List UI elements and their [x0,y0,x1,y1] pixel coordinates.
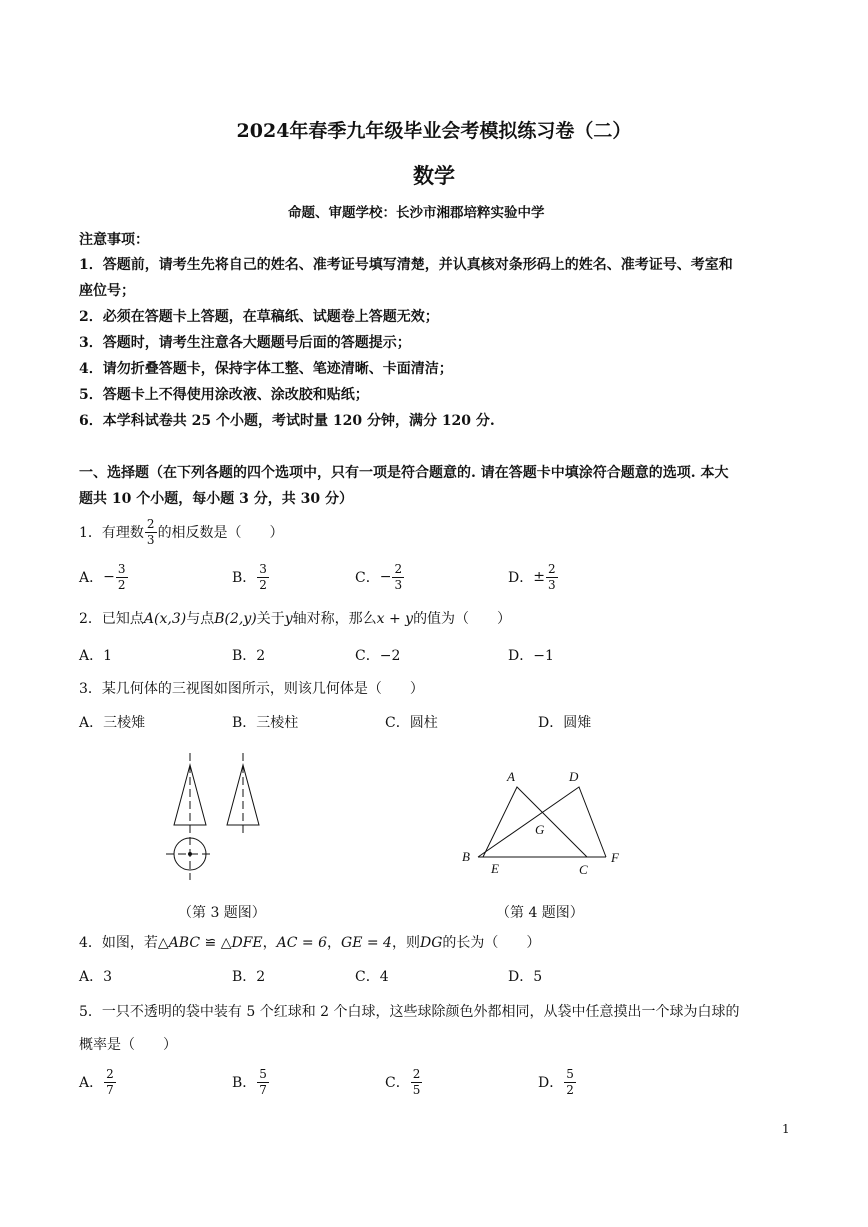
q4-equation-2: GE = 4 [341,935,392,951]
q4-option-a: A．3 [79,969,113,985]
notice-item: 2．必须在答题卡上答题，在草稿纸、试题卷上答题无效； [79,309,439,325]
denominator: 7 [259,1082,267,1097]
option-sign: − [379,569,392,585]
option-fraction [257,562,269,593]
question-5-line: 5．一只不透明的袋中装有 5 个红球和 2 个白球，这些球除颜色外都相同，从袋中任意摸出一个球为白球的 [79,1004,740,1020]
q5-option-d [538,1064,577,1100]
denominator: 2 [566,1082,574,1097]
page-number: 1 [782,1122,790,1136]
option-letter: B． [232,570,257,586]
notice-item: 6．本学科试卷共 25 个小题，考试时量 120 分钟，满分 120 分. [79,413,495,429]
option-sign: ± [533,569,545,585]
q1-option-b [232,559,270,595]
q2-option-a: A．1 [79,648,113,664]
q3-option-d: D．圆雉 [538,715,592,731]
q4-option-d: D．5 [508,969,543,985]
label-G: G [535,822,545,837]
section-heading-line: 题共 10 个小题，每小题 3 分，共 30 分） [79,491,353,507]
q2-option-d: D．−1 [508,648,554,664]
q2-option-b: B．2 [232,648,266,664]
denominator: 3 [547,577,556,592]
q4-triangle-1: ABC [168,935,201,951]
numerator: 3 [259,561,267,576]
section-heading-line: 一、选择题（在下列各题的四个选项中，只有一项是符合题意的. 请在答题卡中填涂符合题意的选项. 本大 [79,465,729,481]
notice-heading: 注意事项： [79,232,149,248]
subject-title: 数学 [413,163,455,188]
numerator: 5 [259,1066,267,1081]
denominator: 5 [412,1082,421,1097]
option-sign: − [103,569,115,585]
figure-3-three-views [160,745,280,885]
q4-congruent-symbol: ≌ △ [200,935,232,951]
denominator: 3 [146,532,155,547]
q2-stem-part: 轴对称，那么 [292,611,377,627]
exam-title: 2024年春季九年级毕业会考模拟练习卷（二） [236,120,632,142]
notice-item: 座位号； [79,283,135,299]
q4-stem-part: ， [262,935,277,951]
numerator: 2 [106,1066,114,1081]
label-C: C [579,862,588,877]
label-D: D [569,769,579,784]
q2-axis: y [284,611,293,627]
notice-item: 4．请勿折叠答题卡，保持字体工整、笔迹清晰、卡面清洁； [79,361,453,377]
option-letter: D． [508,570,534,586]
q5-option-b [232,1064,270,1100]
notice-item: 1．答题前，请考生先将自己的姓名、准考证号填写清楚，并认真核对条形码上的姓名、准考证号、考室和 [79,257,733,273]
q4-option-c: C．4 [355,969,389,985]
q4-triangle-2: DFE [231,935,263,951]
school-line: 命题、审题学校：长沙市湘郡培粹实验中学 [288,205,545,221]
question-1-stem [79,514,284,550]
numerator: 2 [547,561,556,576]
q4-segment: DG [419,935,443,951]
label-F: F [611,850,619,865]
notice-item: 5．答题卡上不得使用涂改液、涂改胶和贴纸； [79,387,369,403]
figure-3-caption: （第 3 题图） [178,905,266,921]
option-fraction [546,562,558,593]
question-3-stem: 3．某几何体的三视图如图所示，则该几何体是（ ） [79,681,424,697]
numerator: 2 [412,1066,421,1081]
q3-option-a: A．三棱雉 [79,715,146,731]
q4-stem-part: 的长为（ ） [442,935,541,951]
q4-equation-1: AC = 6 [276,935,328,951]
q4-option-b: B．2 [232,969,266,985]
q4-stem-part: 4．如图，若△ [79,935,169,951]
q2-option-c: C．−2 [355,648,401,664]
numerator: 2 [146,516,155,531]
q1-option-c [355,559,405,595]
figure-4-caption: （第 4 题图） [496,905,584,921]
numerator: 5 [566,1066,574,1081]
label-E: E [491,861,499,876]
figure-4-triangles [455,765,630,880]
option-letter: A． [79,570,104,586]
question-5-line: 概率是（ ） [79,1037,177,1053]
q2-stem-part: 关于 [256,611,285,627]
option-letter: B． [232,1075,257,1091]
option-letter: C． [355,570,380,586]
option-letter: A． [79,1075,104,1091]
q4-stem-part: ，则 [391,935,420,951]
q2-point-a: A(x,3) [143,611,187,627]
numerator: 2 [394,561,403,576]
option-fraction [392,562,404,593]
q2-stem-part: 与点 [186,611,215,627]
denominator: 7 [106,1082,114,1097]
q4-stem-part: ， [327,935,342,951]
option-fraction [104,1067,116,1098]
q3-option-b: B．三棱柱 [232,715,299,731]
q1-option-d [508,559,559,595]
numerator: 3 [117,561,126,576]
option-fraction [116,562,128,593]
option-letter: D． [538,1075,564,1091]
q2-stem-part: 的值为（ ） [413,611,512,627]
label-B: B [462,849,470,864]
option-letter: C． [385,1075,410,1091]
option-fraction [257,1067,269,1098]
q5-option-c [385,1064,423,1100]
denominator: 2 [117,577,126,592]
notice-item: 3．答题时，请考生注意各大题题号后面的答题提示； [79,335,411,351]
question-2-stem [79,608,511,628]
option-fraction [564,1067,576,1098]
q1-option-a [79,559,129,595]
q2-expression: x + y [376,611,414,627]
label-A: A [507,769,515,784]
denominator: 3 [394,577,403,592]
q1-fraction [145,517,157,548]
q2-point-b: B(2,y) [214,611,257,627]
option-fraction [411,1067,423,1098]
denominator: 2 [259,577,267,592]
q3-option-c: C．圆柱 [385,715,438,731]
q2-stem-part: 2．已知点 [79,611,144,627]
q1-stem-part: 1．有理数 [79,525,144,541]
q5-option-a [79,1064,117,1100]
q1-stem-part: 的相反数是（ ） [157,525,284,541]
top-view-center [189,853,192,856]
question-4-stem [79,932,540,952]
